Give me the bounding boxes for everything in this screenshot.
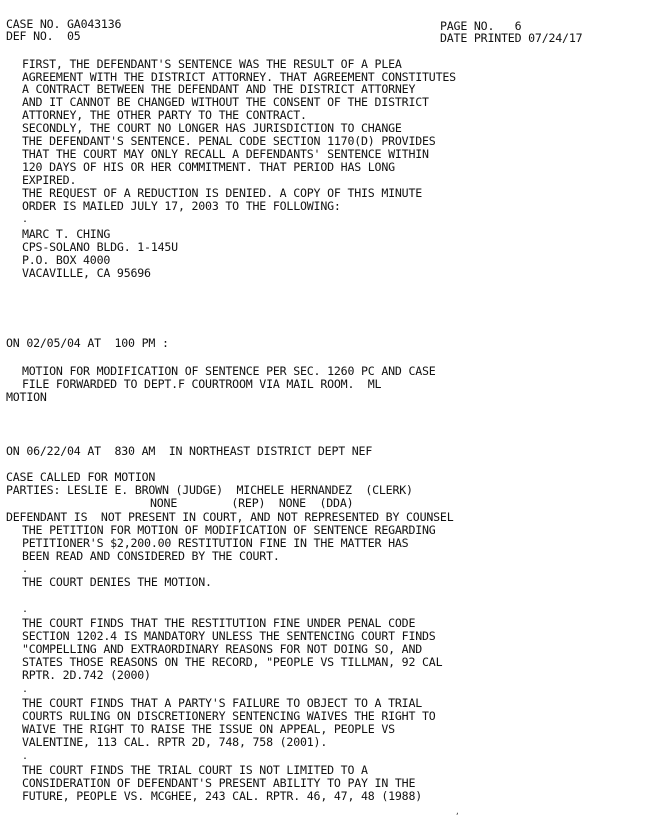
text-line: AND IT CANNOT BE CHANGED WITHOUT THE CONSENT OF THE DISTRICT <box>22 95 429 109</box>
entry-heading: ON 06/22/04 AT 830 AM IN NORTHEAST DISTRICT DEPT NEF <box>6 444 373 458</box>
parties-line: NONE (REP) NONE (DDA) <box>150 496 354 510</box>
text-line: SECTION 1202.4 IS MANDATORY UNLESS THE SENTENCING COURT FINDS <box>22 629 436 643</box>
text-line: MOTION FOR MODIFICATION OF SENTENCE PER SEC. 1260 PC AND CASE <box>22 364 436 378</box>
text-line: THAT THE COURT MAY ONLY RECALL A DEFENDANTS' SENTENCE WITHIN <box>22 147 429 161</box>
text-line: BEEN READ AND CONSIDERED BY THE COURT. <box>22 549 280 563</box>
separator-dot: . <box>22 751 28 762</box>
address-line: CPS-SOLANO BLDG. 1-145U <box>22 240 178 254</box>
text-line: FILE FORWARDED TO DEPT.F COURTROOM VIA MAIL ROOM. ML <box>22 377 382 391</box>
page-number: PAGE NO. 6 <box>440 19 522 33</box>
text-line: THE COURT FINDS THAT A PARTY'S FAILURE TO OBJECT TO A TRIAL <box>22 696 423 710</box>
text-line: "COMPELLING AND EXTRAORDINARY REASONS FOR NOT DOING SO, AND <box>22 642 423 656</box>
text-line: THE COURT FINDS THE TRIAL COURT IS NOT LIMITED TO A <box>22 763 368 777</box>
text-line: ORDER IS MAILED JULY 17, 2003 TO THE FOLLOWING: <box>22 199 341 213</box>
text-line: DEFENDANT IS NOT PRESENT IN COURT, AND NOT REPRESENTED BY COUNSEL <box>6 510 454 524</box>
separator-dot: . <box>22 604 28 615</box>
text-line: THE REQUEST OF A REDUCTION IS DENIED. A COPY OF THIS MINUTE <box>22 186 423 200</box>
defendant-number: DEF NO. 05 <box>6 29 81 43</box>
address-line: VACAVILLE, CA 95696 <box>22 266 151 280</box>
text-line: SECONDLY, THE COURT NO LONGER HAS JURISDICTION TO CHANGE <box>22 121 402 135</box>
text-line: A CONTRACT BETWEEN THE DEFENDANT AND THE DISTRICT ATTORNEY <box>22 82 416 96</box>
text-line: ATTORNEY, THE OTHER PARTY TO THE CONTRACT. <box>22 108 307 122</box>
case-number: CASE NO. GA043136 <box>6 17 122 31</box>
text-line: AGREEMENT WITH THE DISTRICT ATTORNEY. THAT AGREEMENT CONSTITUTES <box>22 70 456 84</box>
text-line: PETITIONER'S $2,200.00 RESTITUTION FINE IN THE MATTER HAS <box>22 536 409 550</box>
date-printed: DATE PRINTED 07/24/17 <box>440 31 583 45</box>
text-line: THE COURT FINDS THAT THE RESTITUTION FINE UNDER PENAL CODE <box>22 616 416 630</box>
text-line: FUTURE, PEOPLE VS. MCGHEE, 243 CAL. RPTR. 46, 47, 48 (1988) <box>22 789 423 803</box>
text-line: THE DEFENDANT'S SENTENCE. PENAL CODE SECTION 1170(D) PROVIDES <box>22 134 436 148</box>
address-line: MARC T. CHING <box>22 227 111 241</box>
text-line: RPTR. 2D.742 (2000) <box>22 668 151 682</box>
text-line: STATES THOSE REASONS ON THE RECORD, "PEOPLE VS TILLMAN, 92 CAL <box>22 655 443 669</box>
text-line: THE PETITION FOR MOTION OF MODIFICATION OF SENTENCE REGARDING <box>22 523 436 537</box>
text-line: CASE CALLED FOR MOTION <box>6 470 156 484</box>
separator-dot: . <box>22 684 28 695</box>
text-line: EXPIRED. <box>22 173 77 187</box>
parties-line: PARTIES: LESLIE E. BROWN (JUDGE) MICHELE HERNANDEZ (CLERK) <box>6 483 413 497</box>
entry-heading: ON 02/05/04 AT 100 PM : <box>6 336 169 350</box>
scan-speck: , <box>455 807 460 816</box>
text-line: CONSIDERATION OF DEFENDANT'S PRESENT ABILITY TO PAY IN THE <box>22 776 416 790</box>
text-line: VALENTINE, 113 CAL. RPTR 2D, 748, 758 (2001). <box>22 735 328 749</box>
address-line: P.O. BOX 4000 <box>22 253 111 267</box>
text-line: MOTION <box>6 390 47 404</box>
separator-dot: . <box>22 564 28 575</box>
text-line: THE COURT DENIES THE MOTION. <box>22 575 212 589</box>
text-line: WAIVE THE RIGHT TO RAISE THE ISSUE ON APPEAL, PEOPLE VS <box>22 722 395 736</box>
text-line: 120 DAYS OF HIS OR HER COMMITMENT. THAT PERIOD HAS LONG <box>22 160 395 174</box>
text-line: FIRST, THE DEFENDANT'S SENTENCE WAS THE RESULT OF A PLEA <box>22 57 402 71</box>
separator-dot: . <box>22 214 28 225</box>
text-line: COURTS RULING ON DISCRETIONERY SENTENCING WAIVES THE RIGHT TO <box>22 709 436 723</box>
